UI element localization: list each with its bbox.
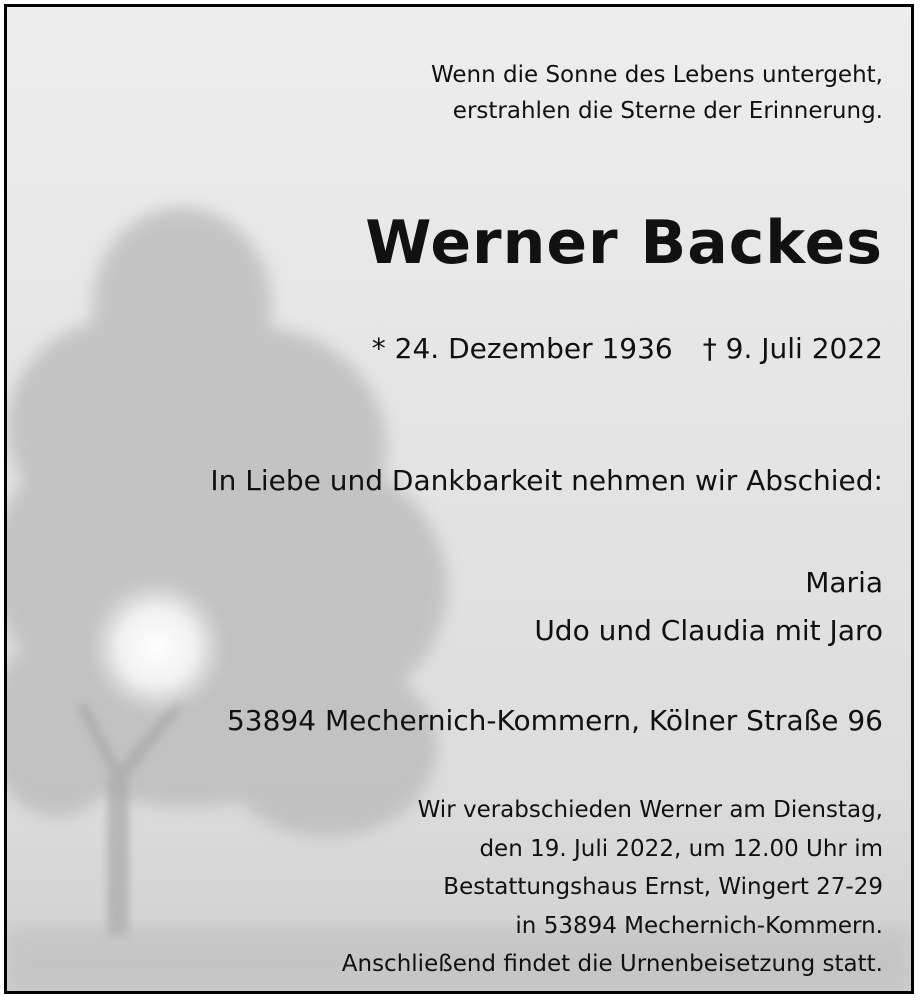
obituary-notice <box>4 4 914 994</box>
family-address: 53894 Mechernich-Kommern, Kölner Straße 96 <box>226 704 883 737</box>
mourners-list <box>534 559 883 655</box>
funeral-details <box>342 791 883 984</box>
funeral-line: den 19. Juli 2022, um 12.00 Uhr im <box>479 835 883 862</box>
deceased-name: Werner Backes <box>365 208 883 278</box>
funeral-line: in 53894 Mechernich-Kommern. <box>515 912 883 939</box>
farewell-text: In Liebe und Dankbarkeit nehmen wir Abschied: <box>210 464 883 497</box>
quote-line: erstrahlen die Sterne der Erinnerung. <box>452 98 883 124</box>
birth-date: * 24. Dezember 1936 <box>371 332 673 365</box>
funeral-line: Anschließend findet die Urnenbeisetzung statt. <box>341 951 883 977</box>
mourner-name: Udo und Claudia mit Jaro <box>534 614 883 647</box>
funeral-line: Bestattungshaus Ernst, Wingert 27-29 <box>443 874 883 900</box>
quote-line: Wenn die Sonne des Lebens untergeht, <box>430 62 883 88</box>
death-date: † 9. Juli 2022 <box>702 332 883 365</box>
funeral-line: Wir verabschieden Werner am Dienstag, <box>417 797 883 823</box>
life-dates <box>372 327 883 371</box>
sun-glow-icon <box>87 577 227 717</box>
mourner-name: Maria <box>805 566 883 599</box>
memorial-quote <box>431 57 883 129</box>
